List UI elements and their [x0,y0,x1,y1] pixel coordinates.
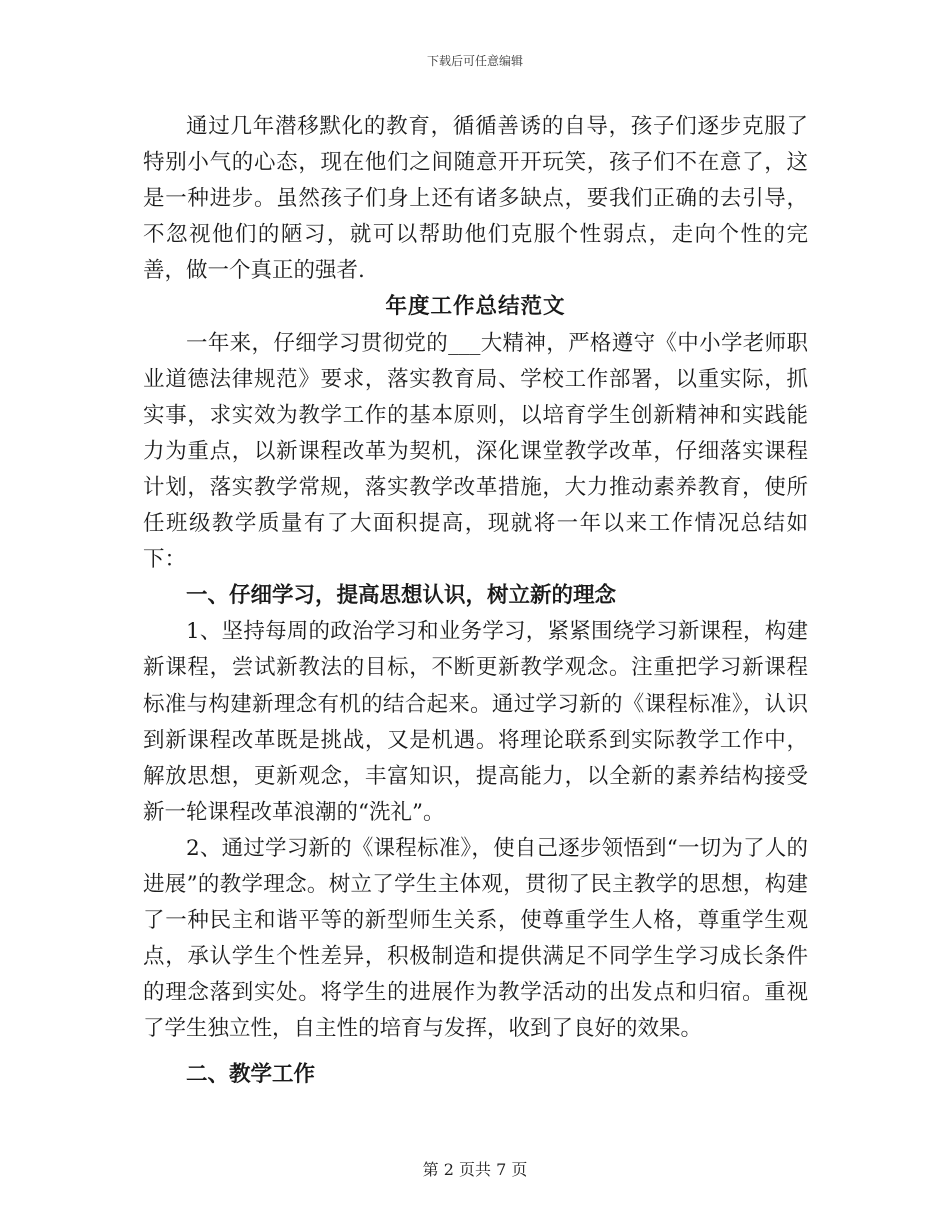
document-title: 年度工作总结范文 [385,294,566,320]
section-1-heading: 一、仔细学习，提高思想认识，树立新的理念 [186,583,617,609]
header-note: 下载后可任意编辑 [426,54,523,68]
opening-paragraph: 一年来，仔细学习贯彻党的___大精神，严格遵守《中小学老师职业道德法律规范》要求，落实教育局、学校工作部署，以重实际，抓实事，求实效为教学工作的基本原则，以培育学生创新精神和实践能力为重点，以新课程改革为契机，深化课堂教学改革，仔细落实课程计划，落实教学常规，落实教学改革措施，大力推动素养教育，使所任班级教学质量有了大面积提高，现就将一年以来工作情况总结如下： [143,330,808,573]
section-1-item-1: 1、坚持每周的政治学习和业务学习，紧紧围绕学习新课程，构建新课程，尝试新教法的目标，不断更新教学观念。注重把学习新课程标准与构建新理念有机的结合起来。通过学习新的《课程标准》，认识到新课程改革既是挑战，又是机遇。将理论联系到实际教学工作中，解放思想，更新观念，丰富知识，提高能力，以全新的素养结构接受新一轮课程改革浪潮的“洗礼”。 [143,619,808,825]
section-2-heading: 二、教学工作 [186,1062,316,1088]
section-1-item-2: 2、通过学习新的《课程标准》，使自己逐步领悟到“一切为了人的进展”的教学理念。树立了学生主体观，贯彻了民主教学的思想，构建了一种民主和谐平等的新型师生关系，使尊重学生人格，尊重学生观点，承认学生个性差异，积极制造和提供满足不同学生学习成长条件的理念落到实处。将学生的进展作为教学活动的出发点和归宿。重视了学生独立性，自主性的培育与发挥，收到了良好的效果。 [143,835,808,1042]
document-body [143,109,808,1094]
page-number: 第 2 页共 7 页 [422,1160,528,1179]
intro-paragraph: 通过几年潜移默化的教育，循循善诱的自导，孩子们逐步克服了特别小气的心态，现在他们之间随意开开玩笑，孩子们不在意了，这是一种进步。虽然孩子们身上还有诸多缺点，要我们正确的去引导，不忽视他们的陋习，就可以帮助他们克服个性弱点，走向个性的完善，做一个真正的强者. [143,114,808,284]
